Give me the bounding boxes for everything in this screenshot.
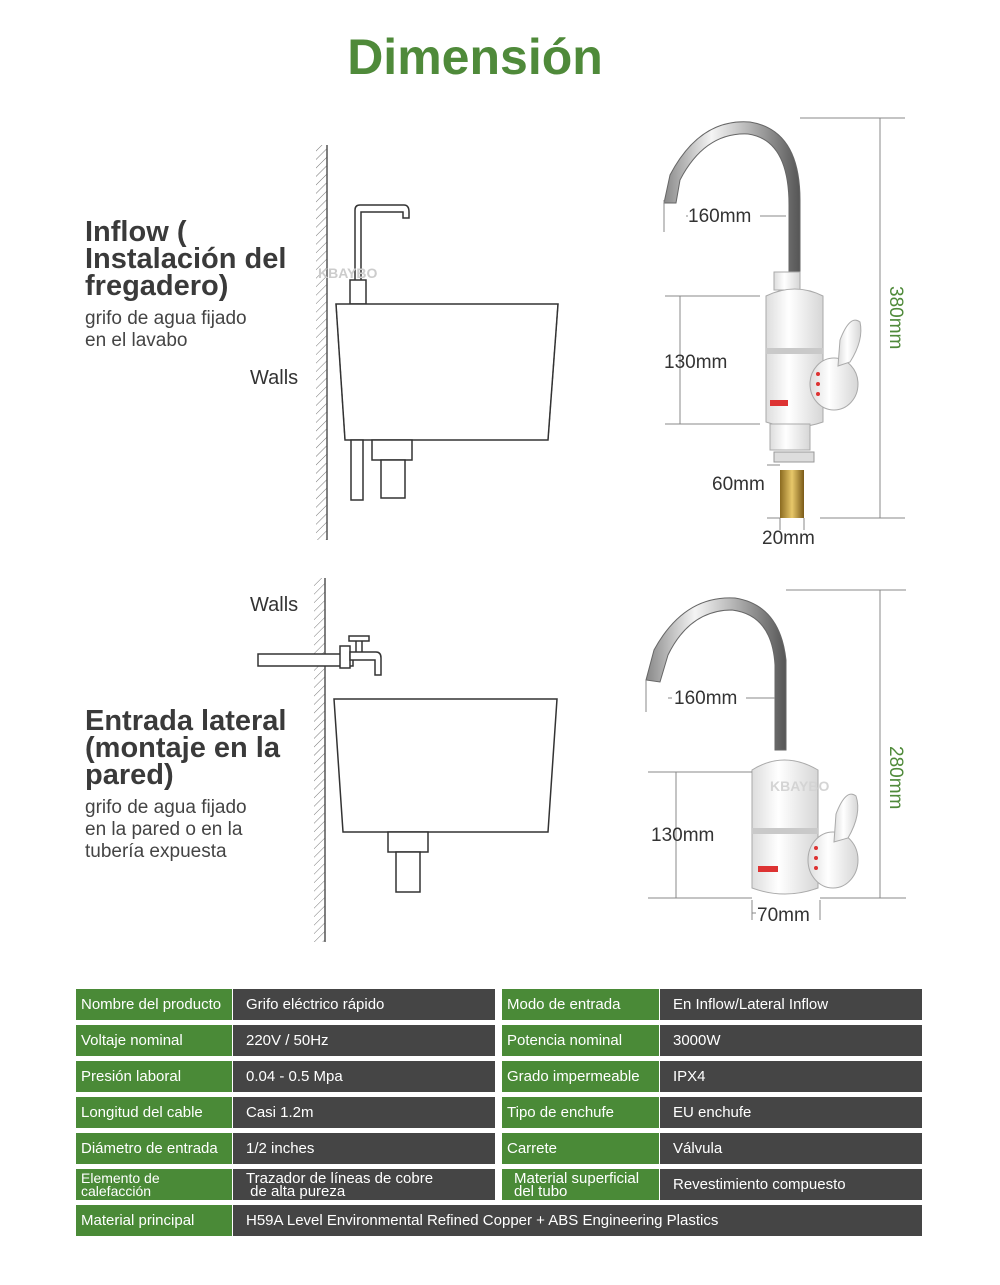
faucet-product-1	[664, 118, 905, 530]
heater-body	[766, 289, 823, 427]
table-row	[76, 1205, 922, 1236]
table-row	[76, 1169, 922, 1200]
spec-value: 220V / 50Hz	[233, 1025, 495, 1056]
wall-mount-diagram	[258, 578, 557, 942]
watermark: KBAYBO	[318, 265, 378, 281]
spec-label: Tipo de enchufe	[502, 1097, 659, 1128]
spec-label: Longitud del cable	[76, 1097, 232, 1128]
spec-value: 1/2 inches	[233, 1133, 495, 1164]
dim-body: 130mm	[664, 352, 728, 373]
spec-label: Modo de entrada	[502, 989, 659, 1020]
spec-label: Diámetro de entrada	[76, 1133, 232, 1164]
table-row	[76, 989, 922, 1020]
walls-label: Walls	[250, 594, 299, 616]
heading-line: Instalación del	[85, 243, 287, 275]
spec-label: Grado impermeable	[502, 1061, 659, 1092]
dim-spout: 160mm	[688, 206, 752, 227]
table-row	[76, 1025, 922, 1056]
spec-value	[233, 1169, 495, 1200]
description-line: tubería expuesta	[85, 841, 227, 862]
heading-line: fregadero)	[85, 270, 229, 302]
spec-value: 3000W	[660, 1025, 922, 1056]
wall-hatch	[314, 578, 325, 942]
faucet-product-2	[646, 590, 906, 920]
dim-thread: 60mm	[712, 474, 765, 495]
dim-spout: 160mm	[674, 688, 738, 709]
watermark: KBAYBO	[770, 778, 830, 794]
dim-width: 70mm	[757, 905, 810, 926]
brass-thread	[780, 470, 804, 518]
spec-label: Material principal	[76, 1205, 232, 1236]
heading-line: (montaje en la	[85, 732, 280, 764]
control-knob	[808, 832, 858, 888]
spec-label-line: del tubo	[514, 1182, 568, 1200]
heading-line: pared)	[85, 759, 174, 791]
spec-label-line: Material superficial	[514, 1169, 640, 1187]
spec-label: Nombre del producto	[76, 989, 232, 1020]
page-title: Dimensión	[347, 29, 603, 85]
spec-value-line: de alta pureza	[246, 1182, 346, 1200]
heading-line: Entrada lateral	[85, 705, 287, 737]
description-line: grifo de agua fijado	[85, 308, 247, 329]
spec-value: H59A Level Environmental Refined Copper + ABS Engineering Plastics	[233, 1205, 922, 1236]
spec-value: IPX4	[660, 1061, 922, 1092]
spec-value: En Inflow/Lateral Inflow	[660, 989, 922, 1020]
dim-height: 380mm	[885, 286, 906, 350]
walls-label: Walls	[250, 367, 299, 389]
description-line: en el lavabo	[85, 330, 188, 351]
spec-value: EU enchufe	[660, 1097, 922, 1128]
spec-label: Elemento de calefacción	[76, 1169, 232, 1200]
dim-body: 130mm	[651, 825, 715, 846]
spec-label: Potencia nominal	[502, 1025, 659, 1056]
sink-outline	[334, 699, 557, 832]
description-line: grifo de agua fijado	[85, 797, 247, 818]
dim-height: 280mm	[885, 746, 906, 810]
spec-value: 0.04 - 0.5 Mpa	[233, 1061, 495, 1092]
heading-line: Inflow (	[85, 216, 187, 248]
spec-label: Voltaje nominal	[76, 1025, 232, 1056]
sink-mount-diagram	[316, 145, 558, 540]
spec-value: Revestimiento compuesto	[660, 1169, 922, 1200]
dim-diameter: 20mm	[762, 528, 815, 549]
spec-value: Grifo eléctrico rápido	[233, 989, 495, 1020]
table-row	[76, 1061, 922, 1092]
spec-value-line: Trazador de líneas de cobre	[246, 1169, 434, 1187]
spec-value: Casi 1.2m	[233, 1097, 495, 1128]
table-row	[76, 1097, 922, 1128]
spec-label	[502, 1169, 659, 1200]
table-row	[76, 1133, 922, 1164]
spout	[646, 598, 786, 750]
spec-label: Presión laboral	[76, 1061, 232, 1092]
description-line: en la pared o en la	[85, 819, 243, 840]
spec-value: Válvula	[660, 1133, 922, 1164]
sink-outline	[336, 304, 558, 440]
wall-hatch	[316, 145, 327, 540]
spout	[664, 122, 800, 275]
spec-label: Carrete	[502, 1133, 659, 1164]
